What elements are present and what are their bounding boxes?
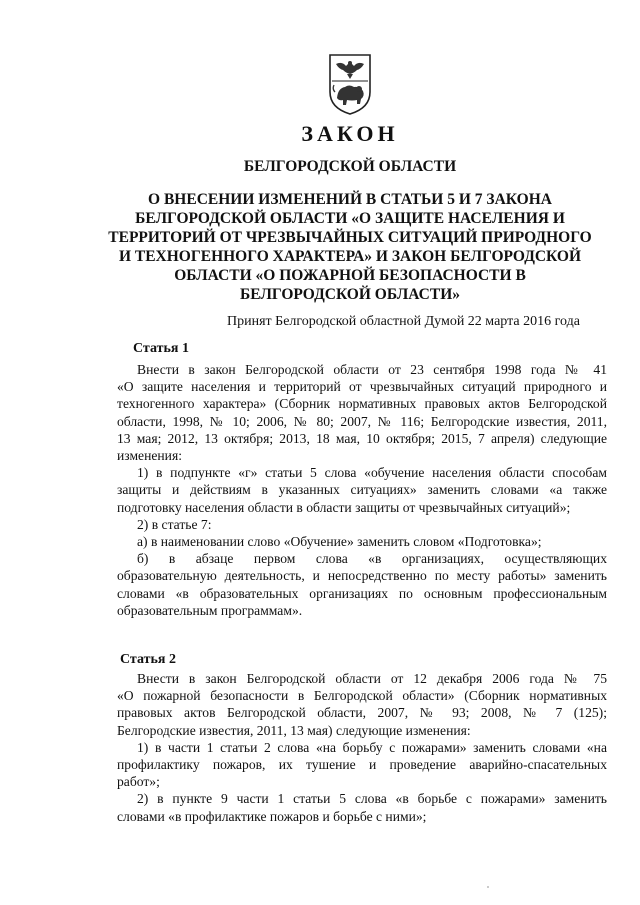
region-subtitle: БЕЛГОРОДСКОЙ ОБЛАСТИ xyxy=(243,158,457,175)
paragraph-line: «О пожарной безопасности в Белгородской области» (Сборник нормативных xyxy=(117,688,607,704)
scan-speck xyxy=(487,886,489,888)
subject-line: БЕЛГОРОДСКОЙ ОБЛАСТИ» xyxy=(239,286,461,303)
paragraph-line: Белгородские известия, 2011, 13 мая) следующие изменения: xyxy=(117,722,471,738)
paragraph-line: Внести в закон Белгородской области от 12 декабря 2006 года № 75 xyxy=(137,671,607,686)
paragraph-line: а) в наименовании слово «Обучение» заменить словом «Подготовка»; xyxy=(137,534,542,550)
paragraph-line: 2) в статье 7: xyxy=(137,516,212,532)
article-1-heading: Статья 1 xyxy=(133,341,189,356)
paragraph-line: области, 1998, № 10; 2006, № 80; 2007, № 116; Белгородские известия, 2011, xyxy=(117,413,607,429)
paragraph-line: словами «в образовательных организациях по основным профессиональным xyxy=(117,585,607,601)
paragraph-line: изменения: xyxy=(117,448,182,464)
article-1-body xyxy=(117,361,607,619)
article-2-heading: Статья 2 xyxy=(120,652,176,667)
article-2-body xyxy=(117,670,607,825)
paragraph-line: образовательную деятельность, и непосредственно по месту работы» заменить xyxy=(117,568,607,584)
adoption-note: Принят Белгородской областной Думой 22 марта 2016 года xyxy=(227,314,580,329)
paragraph-line: 2) в пункте 9 части 1 статьи 5 слова «в борьбе с пожарами» заменить xyxy=(137,791,607,807)
subject-line: О ВНЕСЕНИИ ИЗМЕНЕНИЙ В СТАТЬИ 5 И 7 ЗАКОНА xyxy=(148,191,552,208)
paragraph-line: правовых актов Белгородской области, 2007, № 93; 2008, № 7 (125); xyxy=(117,705,607,721)
paragraph-line: 13 мая; 2012, 13 октября; 2013, 18 мая, 10 октября; 2015, 7 апреля) следующие xyxy=(117,430,607,446)
subject-line: ОБЛАСТИ «О ПОЖАРНОЙ БЕЗОПАСНОСТИ В xyxy=(174,267,526,284)
paragraph-line: 1) в части 1 статьи 2 слова «на борьбу с пожарами» заменить словами «на xyxy=(137,739,607,755)
coat-of-arms-emblem xyxy=(327,52,373,116)
paragraph-line: Внести в закон Белгородской области от 23 сентября 1998 года № 41 xyxy=(137,362,607,377)
paragraph-line: образовательным программам». xyxy=(117,602,303,618)
paragraph-line: б) в абзаце первом слова «в организациях, осуществляющих xyxy=(137,551,607,567)
law-subject-heading xyxy=(0,190,640,304)
subject-line: БЕЛГОРОДСКОЙ ОБЛАСТИ «О ЗАЩИТЕ НАСЕЛЕНИЯ И xyxy=(135,210,565,227)
paragraph-line: подготовку населения области в области защиты от чрезвычайных ситуаций»; xyxy=(117,499,571,515)
paragraph-line: профилактику пожаров, их тушение и проведение аварийно-спасательных xyxy=(117,757,607,773)
subject-line: ТЕРРИТОРИЙ ОТ ЧРЕЗВЫЧАЙНЫХ СИТУАЦИЙ ПРИРОДНОГО xyxy=(108,229,592,246)
paragraph-line: «О защите населения и территорий от чрезвычайных ситуаций природного и xyxy=(117,379,607,395)
paragraph-line: 1) в подпункте «г» статьи 5 слова «обучение населения области способам xyxy=(137,465,607,481)
paragraph-line: работ»; xyxy=(117,774,160,790)
paragraph-line: словами «в профилактике пожаров и борьбе с ними»; xyxy=(117,808,427,824)
paragraph-line: защиты и действиям в указанных ситуациях» заменить словами «а также xyxy=(117,482,607,498)
law-title: ЗАКОН xyxy=(301,121,399,146)
subject-line: И ТЕХНОГЕННОГО ХАРАКТЕРА» И ЗАКОН БЕЛГОРОДСКОЙ xyxy=(118,248,582,265)
paragraph-line: техногенного характера» (Сборник нормативных правовых актов Белгородской xyxy=(117,396,607,412)
